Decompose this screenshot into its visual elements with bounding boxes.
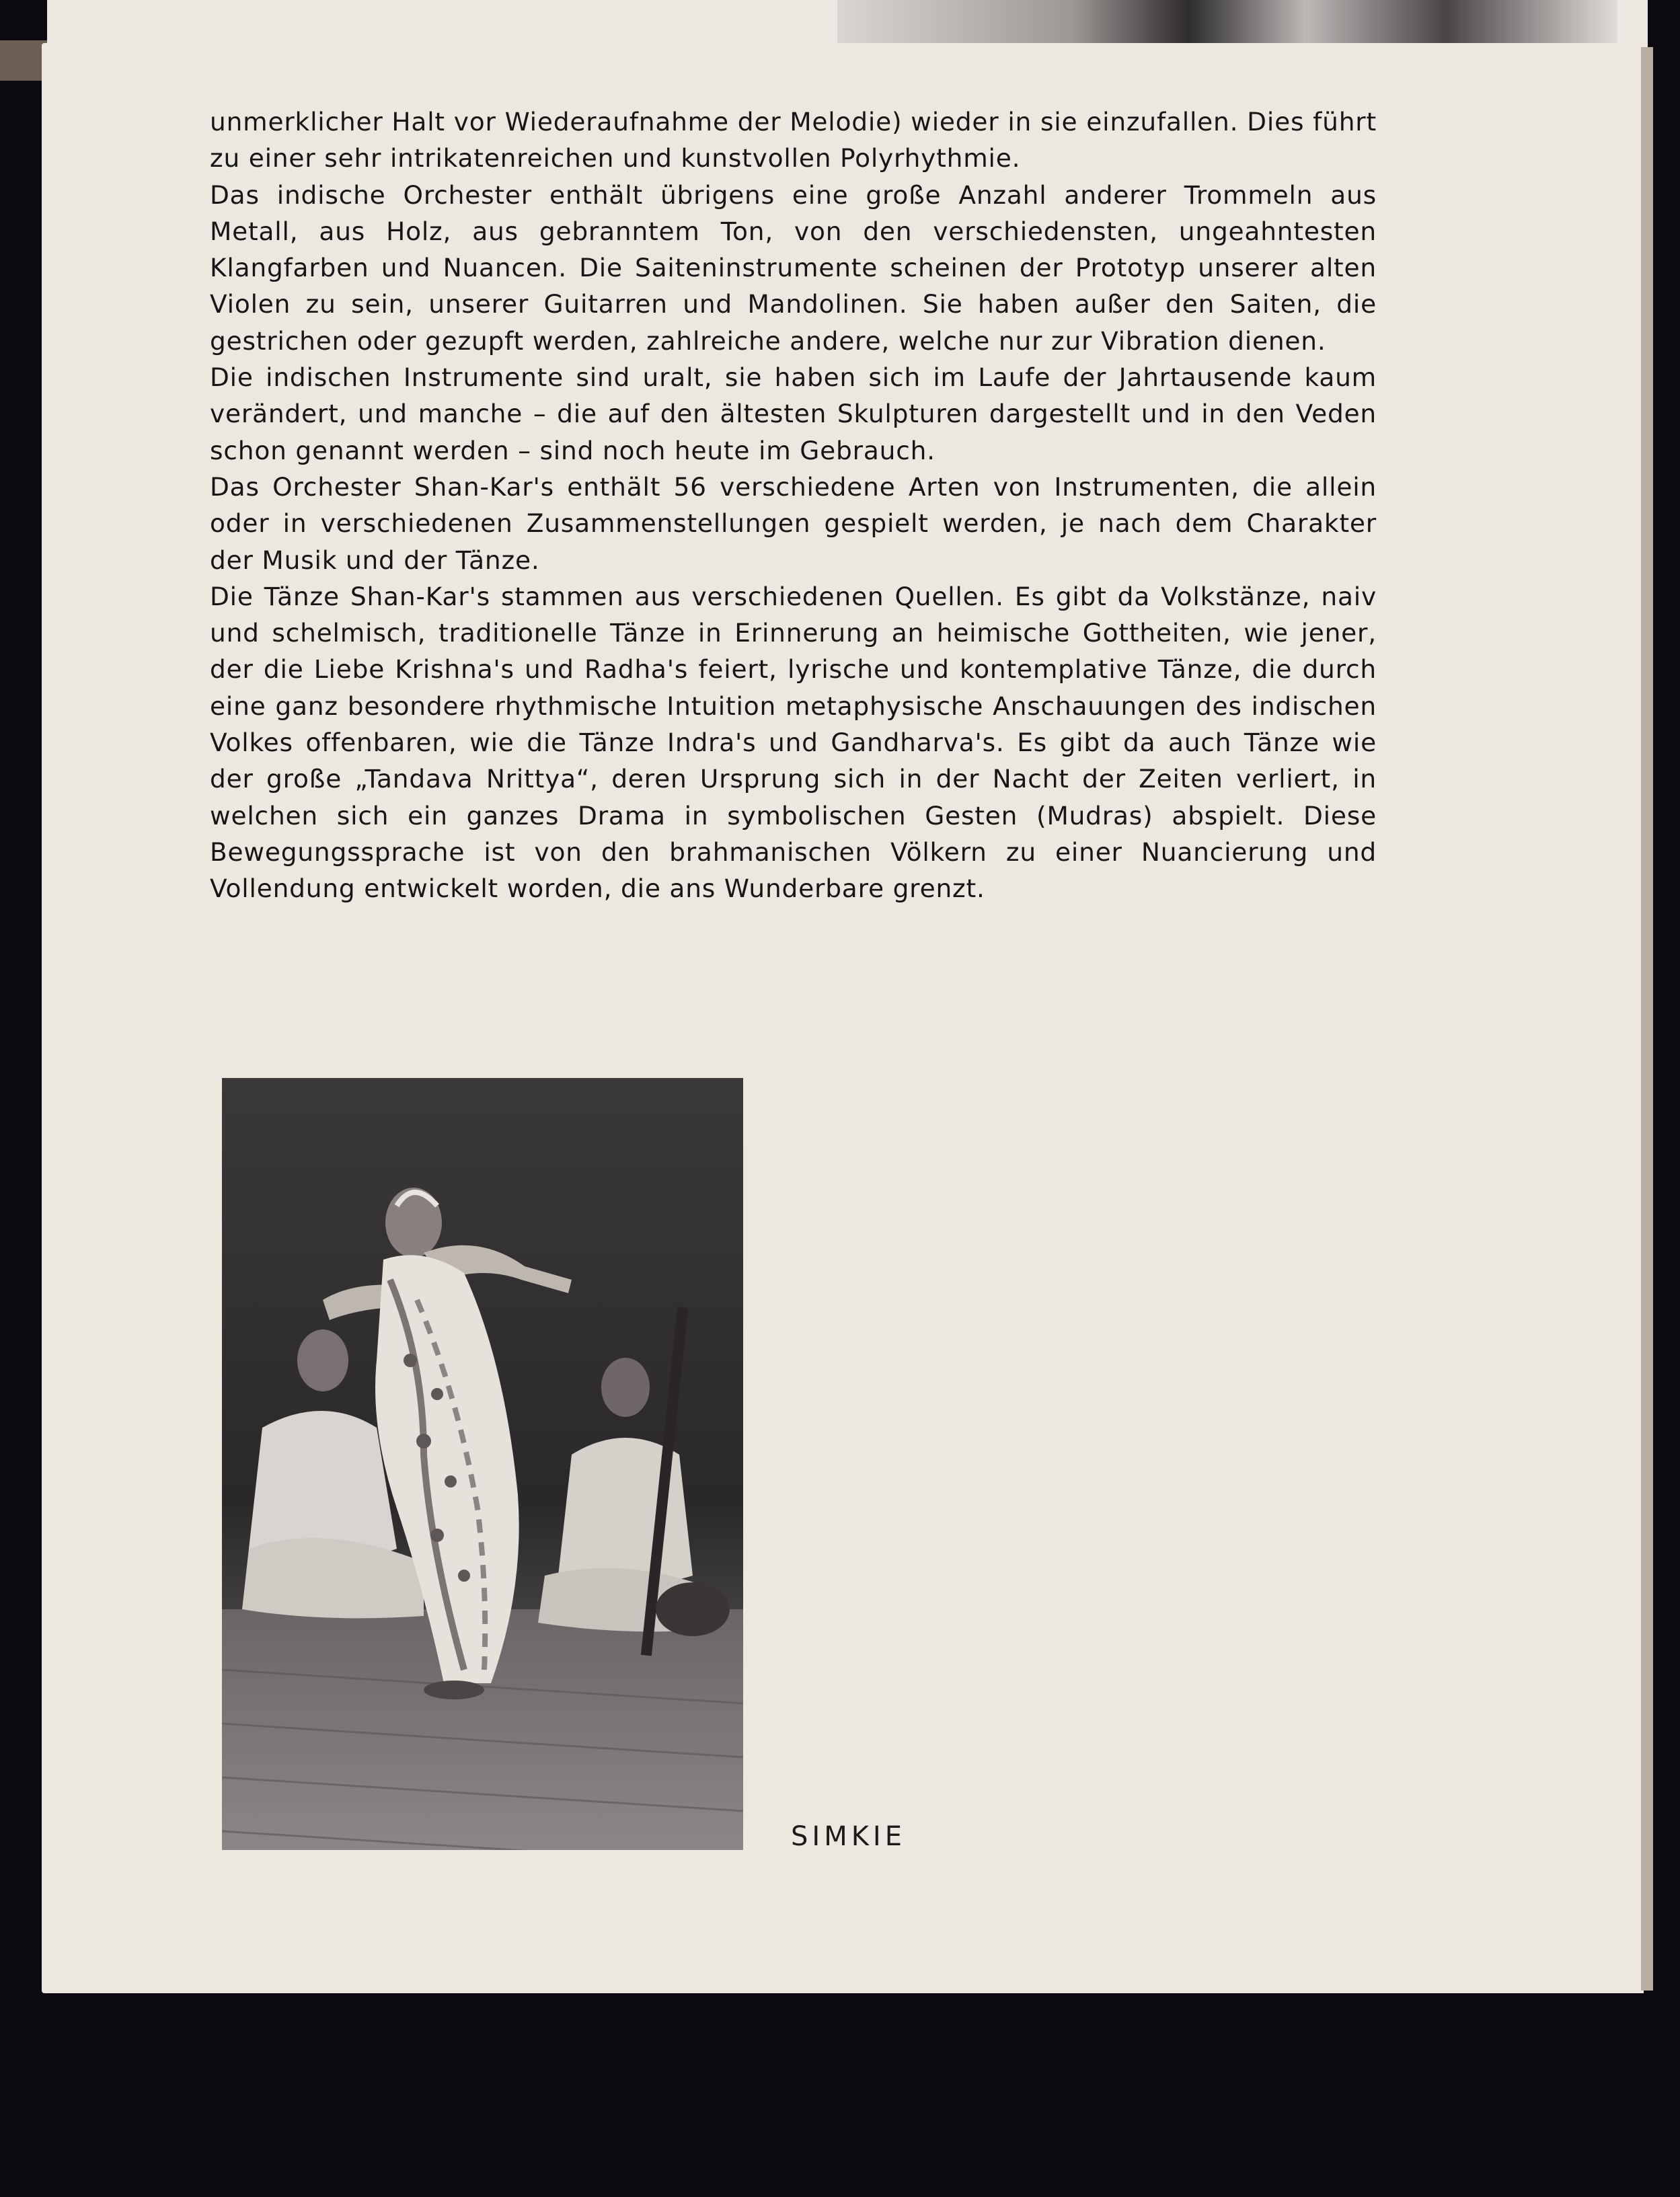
article-text [210, 104, 1377, 907]
paragraph: Die Tänze Shan-Kar's stammen aus verschiedenen Quellen. Es gibt da Volkstänze, naiv und schelmisch, traditionelle Tänze in Erinnerung an heimische Gottheiten, wie jener, der die Liebe Krishna's und Radha's feiert, lyrische und kontemplative Tänze, die durch eine ganz besondere rhythmische Intuition metaphysische Anschauungen des indischen Volkes offenbaren, wie die Tänze Indra's und Gandharva's. Es gibt da auch Tänze wie der große „Tandava Nrittya“, deren Ursprung sich in der Nacht der Zeiten verliert, in welchen sich ein ganzes Drama in symbolischen Gesten (Mudras) abspielt. Diese Bewegungssprache ist von den brahmanischen Völkern zu einer Nuancierung und Vollendung entwickelt worden, die ans Wunderbare grenzt. [210, 581, 1377, 904]
paragraph: Das indische Orchester enthält übrigens eine große Anzahl anderer Trommeln aus Metall, aus Holz, aus gebranntem Ton, von den verschiedensten, ungeahntesten Klangfarben und Nuancen. Die Saiteninstrumente scheinen der Prototyp unserer alten Violen zu sein, unserer Guitarren und Mandolinen. Sie haben außer den Saiten, die gestrichen oder gezupft werden, zahlreiche andere, welche nur zur Vibration dienen. [210, 180, 1377, 356]
paragraph: Die indischen Instrumente sind uralt, sie haben sich im Laufe der Jahrtausende kaum verändert, und manche – die auf den ältesten Skulpturen dargestellt und in den Veden schon genannt werden – sind noch heute im Gebrauch. [210, 362, 1377, 465]
book-spine [0, 40, 47, 81]
dancer-photo [222, 1078, 743, 1850]
photo-caption: SIMKIE [791, 1821, 906, 1852]
page-stack-edge [1641, 47, 1653, 1991]
paragraph: unmerklicher Halt vor Wiederaufnahme der Melodie) wieder in sie einzufallen. Dies führt zu einer sehr intrikatenreichen und kunstvollen Polyrhythmie. [210, 107, 1377, 174]
paragraph: Das Orchester Shan-Kar's enthält 56 verschiedene Arten von Instrumenten, die allein oder in verschiedenen Zusammenstellungen gespielt werden, je nach dem Charakter der Musik und der Tänze. [210, 471, 1377, 575]
